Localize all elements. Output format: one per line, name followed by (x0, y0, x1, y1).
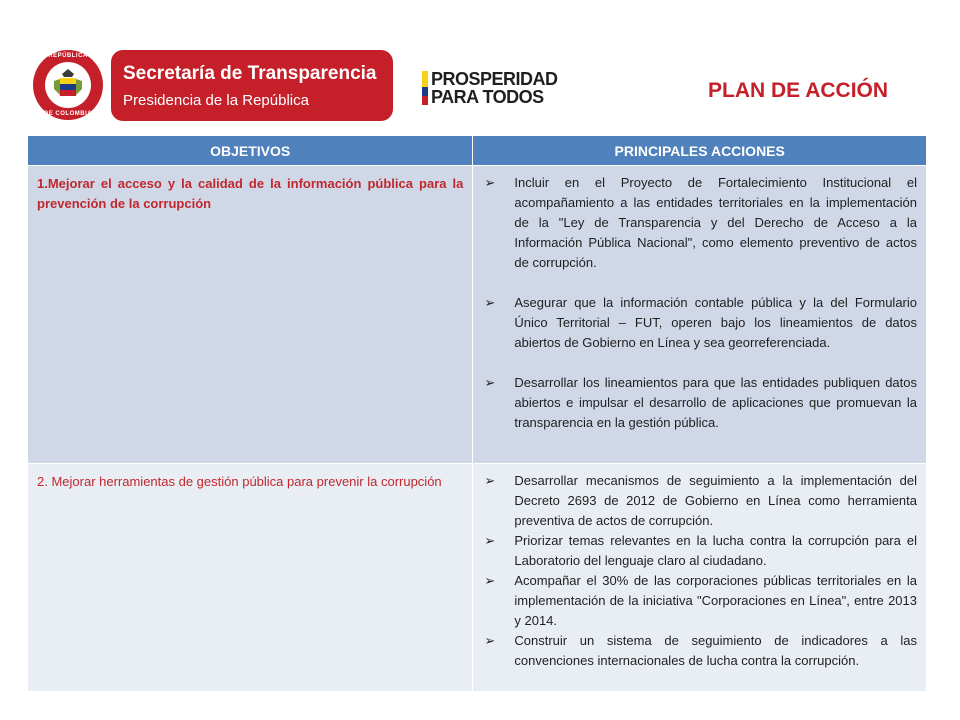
header-principales-acciones: PRINCIPALES ACCIONES (473, 136, 927, 166)
header-objetivos: OBJETIVOS (28, 136, 473, 166)
actions-cell (473, 464, 927, 692)
page-header (0, 0, 960, 135)
prosperidad-line2: PARA TODOS (431, 87, 544, 107)
arrow-bullet-icon: ➢ (484, 533, 496, 548)
secretaria-transparencia-logo (111, 50, 393, 121)
seal-bottom-text: DE COLOMBIA (43, 111, 93, 117)
actions-cell (473, 166, 927, 464)
arrow-bullet-icon: ➢ (484, 633, 496, 648)
prosperidad-para-todos-logo (422, 69, 572, 107)
action-item (482, 631, 917, 671)
action-text: Priorizar temas relevantes en la lucha contra la corrupción para el Laboratorio del lenguaje claro al ciudadano. (514, 533, 917, 568)
table-row (28, 464, 927, 692)
action-text: Desarrollar mecanismos de seguimiento a la implementación del Decreto 2693 de 2012 de Gobierno en Línea como herramienta preventiva de actos de corrupción. (514, 473, 917, 528)
table-header-row (28, 136, 927, 166)
arrow-bullet-icon: ➢ (484, 375, 496, 390)
arrow-bullet-icon: ➢ (484, 573, 496, 588)
action-text: Acompañar el 30% de las corporaciones públicas territoriales en la implementación de la iniciativa "Corporaciones en Línea", entre 2013 y 2014. (514, 573, 917, 628)
action-text: Desarrollar los lineamientos para que las entidades publiquen datos abiertos e impulsar el desarrollo de aplicaciones que promuevan la transparencia en la gestión pública. (514, 375, 917, 430)
arrow-bullet-icon: ➢ (484, 473, 496, 488)
flag-yellow-bar (422, 71, 428, 87)
action-item (482, 531, 917, 571)
objective-text: 2. Mejorar herramientas de gestión pública para prevenir la corrupción (37, 474, 442, 489)
coat-of-arms-icon (45, 62, 91, 108)
action-item (482, 571, 917, 631)
action-text: Asegurar que la información contable pública y la del Formulario Único Territorial – FUT, operen bajo los lineamientos de datos abiertos de Gobierno en Línea y sea georreferenciada. (514, 295, 917, 350)
table-row (28, 166, 927, 464)
objective-cell (28, 166, 473, 464)
actions-list (474, 465, 925, 671)
action-text: Incluir en el Proyecto de Fortalecimiento Institucional el acompañamiento a las entidades territoriales en la implementación de la "Ley de Transparencia y del Derecho de Acceso a la Información Pública Nacional", como elemento preventivo de actos de corrupción. (514, 175, 917, 270)
flag-blue-bar (422, 87, 428, 96)
seal-top-text: REPÚBLICA (48, 53, 88, 59)
arrow-bullet-icon: ➢ (484, 175, 496, 190)
action-plan-table (27, 135, 927, 692)
secretaria-title: Secretaría de Transparencia (123, 63, 377, 84)
action-item (482, 471, 917, 531)
objective-text: 1.Mejorar el acceso y la calidad de la información pública para la prevención de la corrupción (37, 176, 464, 211)
colombia-seal-logo (33, 50, 103, 120)
action-item (482, 293, 917, 353)
page-title: PLAN DE ACCIÓN (708, 79, 889, 102)
secretaria-subtitle: Presidencia de la República (123, 92, 309, 109)
objective-cell (28, 464, 473, 692)
flag-red-bar (422, 96, 428, 105)
action-text: Construir un sistema de seguimiento de indicadores a las convenciones internacionales de lucha contra la corrupción. (514, 633, 917, 668)
action-item (482, 373, 917, 433)
prosperidad-line1: PROSPERIDAD (431, 69, 558, 89)
action-item (482, 173, 917, 273)
arrow-bullet-icon: ➢ (484, 295, 496, 310)
actions-list (474, 167, 925, 433)
